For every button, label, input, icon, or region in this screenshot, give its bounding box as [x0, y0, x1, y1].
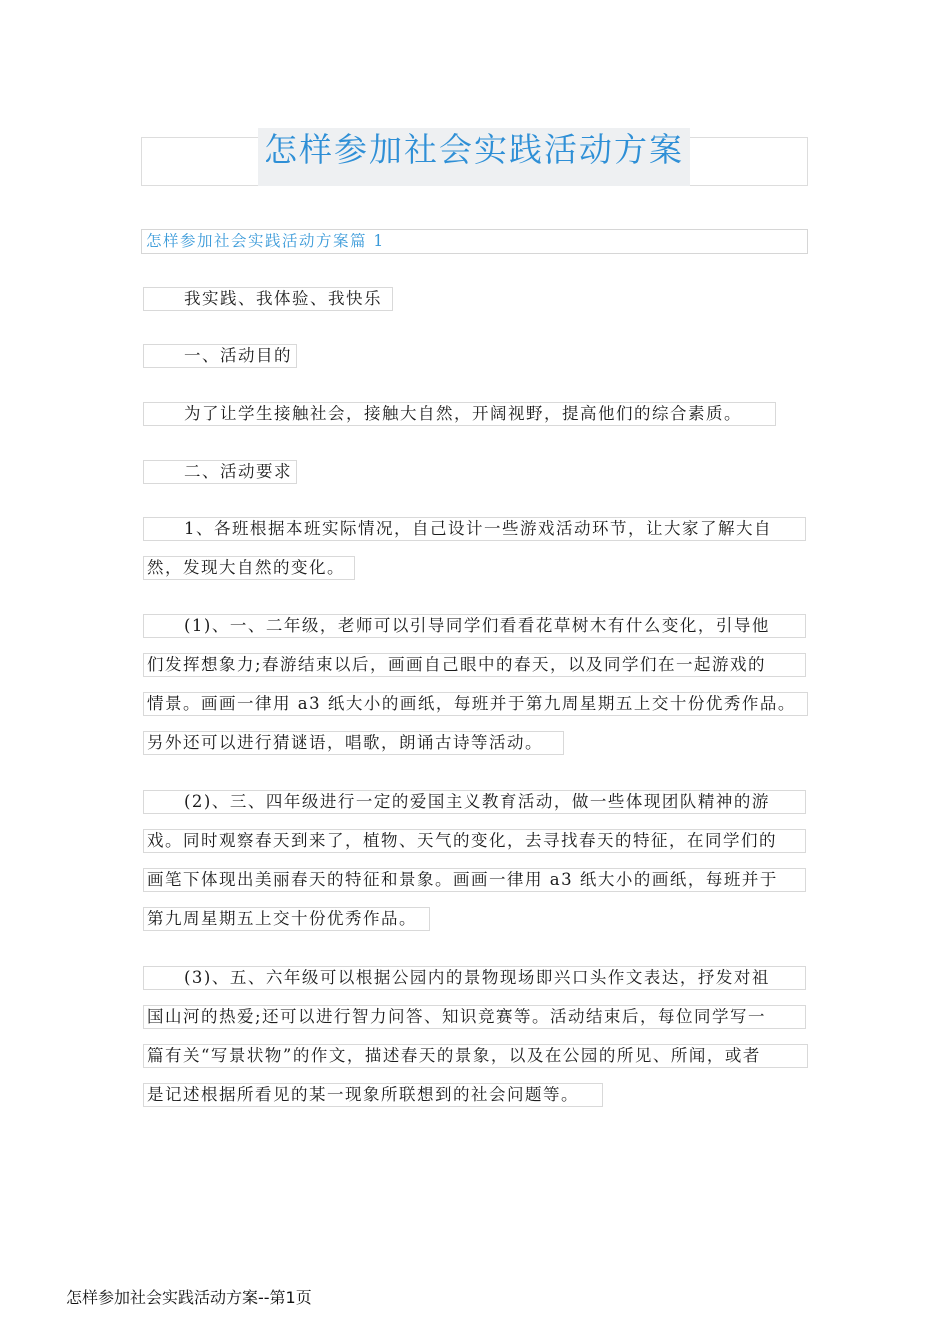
paragraph-line: (2)、三、四年级进行一定的爱国主义教育活动，做一些体现团队精神的游	[143, 790, 806, 814]
section-heading: 怎样参加社会实践活动方案篇 1	[141, 229, 808, 254]
paragraph-line: 1、各班根据本班实际情况，自己设计一些游戏活动环节，让大家了解大自	[143, 517, 806, 541]
paragraph-line: 国山河的热爱;还可以进行智力问答、知识竞赛等。活动结束后，每位同学写一	[143, 1005, 806, 1029]
paragraph-line: 第九周星期五上交十份优秀作品。	[143, 907, 430, 931]
paragraph-line: 我实践、我体验、我快乐	[143, 287, 393, 311]
paragraph-line: (1)、一、二年级，老师可以引导同学们看看花草树木有什么变化，引导他	[143, 614, 806, 638]
paragraph-line: 为了让学生接触社会，接触大自然，开阔视野，提高他们的综合素质。	[143, 402, 776, 426]
paragraph-line: 然，发现大自然的变化。	[143, 556, 355, 580]
document-title: 怎样参加社会实践活动方案	[264, 130, 684, 169]
paragraph-line: (3)、五、六年级可以根据公园内的景物现场即兴口头作文表达，抒发对祖	[143, 966, 806, 990]
paragraph-line: 是记述根据所看见的某一现象所联想到的社会问题等。	[143, 1083, 603, 1107]
paragraph-line: 一、活动目的	[143, 344, 297, 368]
paragraph-line: 篇有关“写景状物”的作文，描述春天的景象，以及在公园的所见、所闻，或者	[143, 1044, 808, 1068]
paragraph-line: 另外还可以进行猜谜语，唱歌，朗诵古诗等活动。	[143, 731, 564, 755]
paragraph-line: 二、活动要求	[143, 460, 297, 484]
paragraph-line: 画笔下体现出美丽春天的特征和景象。画画一律用 a3 纸大小的画纸，每班并于	[143, 868, 806, 892]
page-footer: 怎样参加社会实践活动方案--第1页	[66, 1288, 312, 1307]
paragraph-line: 们发挥想象力;春游结束以后，画画自己眼中的春天，以及同学们在一起游戏的	[143, 653, 806, 677]
paragraph-line: 情景。画画一律用 a3 纸大小的画纸，每班并于第九周星期五上交十份优秀作品。	[143, 692, 808, 716]
paragraph-line: 戏。同时观察春天到来了，植物、天气的变化，去寻找春天的特征，在同学们的	[143, 829, 806, 853]
